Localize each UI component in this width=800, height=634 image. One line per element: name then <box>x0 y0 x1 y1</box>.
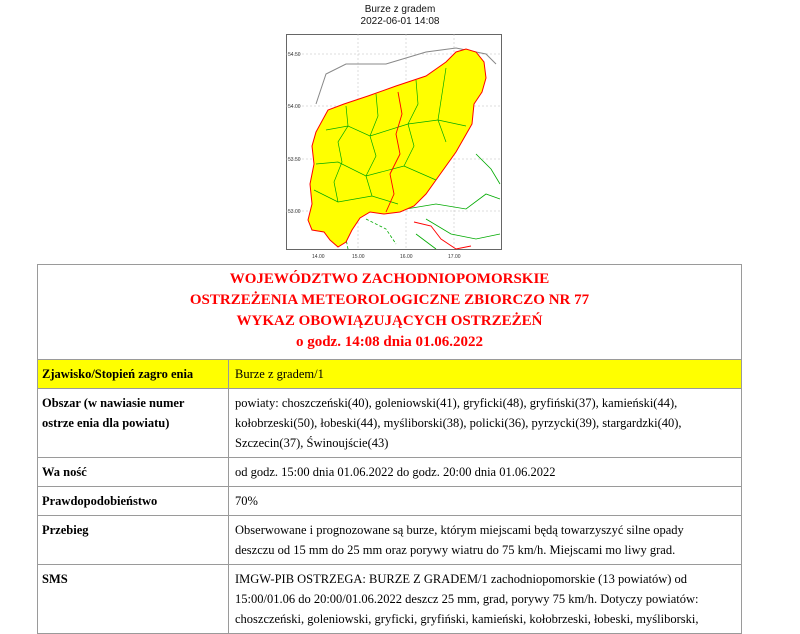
voivodeship-title: WOJEWÓDZTWO ZACHODNIOPOMORSKIE <box>229 271 550 287</box>
warnings-table <box>37 264 742 634</box>
lat-tick: 54.00 <box>288 104 301 110</box>
lon-tick: 17.00 <box>448 254 461 260</box>
table-row <box>38 487 742 516</box>
validity-value: od godz. 15:00 dnia 01.06.2022 do godz. 20:00 dnia 01.06.2022 <box>229 458 742 487</box>
table-row <box>38 389 742 458</box>
area-label-line: Obszar (w nawiasie numer <box>42 396 185 410</box>
area-value <box>229 389 742 458</box>
lat-tick: 54.50 <box>288 52 301 58</box>
probability-label: Prawdopodobieństwo <box>38 487 229 516</box>
lon-tick: 14.00 <box>312 254 325 260</box>
table-row <box>38 360 742 389</box>
area-value-line: Szczecin(37), Świnoujście(43) <box>235 436 389 450</box>
lon-tick: 15.00 <box>352 254 365 260</box>
area-value-line: powiaty: choszczeński(40), goleniowski(41), gryficki(48), gryfiński(37), kamieński(44), <box>235 396 678 410</box>
sms-value-line: 15:00/01.06 do 20:00/01.06.2022 deszcz 25 mm, grad, porywy 75 km/h. Dotyczy powiatów: <box>235 592 699 606</box>
table-row <box>38 565 742 634</box>
area-label <box>38 389 229 458</box>
list-title: WYKAZ OBOWIĄZUJĄCYCH OSTRZEŻEŃ <box>236 313 543 329</box>
lat-tick: 53.50 <box>288 157 301 163</box>
sms-label: SMS <box>38 565 229 634</box>
area-label-line: ostrze enia dla powiatu) <box>42 416 170 430</box>
course-value <box>229 516 742 565</box>
issue-time: o godz. 14:08 dnia 01.06.2022 <box>295 334 484 350</box>
lat-tick: 53.00 <box>288 209 301 215</box>
course-value-line: deszczu od 15 mm do 25 mm oraz porywy wiatru do 75 km/h. Miejscami mo liwy grad. <box>235 543 676 557</box>
sms-value-line: IMGW-PIB OSTRZEGA: BURZE Z GRADEM/1 zachodniopomorskie (13 powiatów) od <box>235 572 688 586</box>
map-timestamp: 2022-06-01 14:08 <box>360 16 440 27</box>
course-value-line: Obserwowane i prognozowane są burze, którym miejscami będą towarzyszyć silne opady <box>235 523 684 537</box>
phenomenon-label: Zjawisko/Stopień zagro enia <box>38 360 229 389</box>
validity-label: Wa ność <box>38 458 229 487</box>
course-label: Przebieg <box>38 516 229 565</box>
table-row <box>38 516 742 565</box>
sms-value <box>229 565 742 634</box>
warning-map <box>286 34 502 260</box>
table-header <box>38 265 742 360</box>
table-row <box>38 458 742 487</box>
lon-tick: 16.00 <box>400 254 413 260</box>
probability-value: 70% <box>229 487 742 516</box>
phenomenon-value: Burze z gradem/1 <box>229 360 742 389</box>
map-title: Burze z gradem <box>364 4 436 15</box>
area-value-line: kołobrzeski(50), łobeski(44), myśliborski(38), policki(36), pyrzycki(39), stargardzki(40), <box>235 416 682 430</box>
sms-value-line: choszczeński, goleniowski, gryficki, gryfiński, kamieński, kołobrzeski, łobeski, myśliborski, <box>235 612 699 626</box>
bulletin-title: OSTRZEŻENIA METEOROLOGICZNE ZBIORCZO NR 77 <box>189 292 590 308</box>
